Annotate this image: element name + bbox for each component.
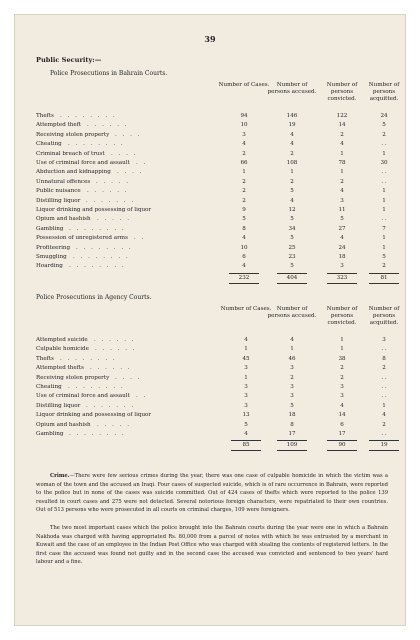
table-cell: 5 <box>290 235 294 242</box>
leader-dots: . . . . . . . . <box>73 254 130 260</box>
crime-paragraph <box>36 472 388 515</box>
table-cell: 4 <box>290 141 294 148</box>
total-rule-bottom <box>369 283 399 284</box>
table-cell: 2 <box>340 178 344 185</box>
table-cell: 1 <box>382 244 386 251</box>
leader-dots: . . . . . . . . <box>60 355 117 362</box>
table-cell: . . <box>381 169 387 176</box>
row-label: Gambling <box>36 431 64 437</box>
table-cell: 2 <box>340 374 344 381</box>
crime-lead: Crime. <box>50 473 70 479</box>
total-cell: 85 <box>242 442 250 449</box>
table-cell: 46 <box>288 355 296 362</box>
leader-dots: . . . . . . <box>87 188 129 195</box>
table-cell: . . <box>381 346 387 353</box>
table-cell: 34 <box>288 225 296 232</box>
table-cell: 3 <box>290 393 294 400</box>
total-cell: 404 <box>286 274 298 281</box>
table-row <box>36 168 390 177</box>
leader-dots: . . . . . . . . <box>76 244 133 251</box>
total-rule-top <box>277 440 307 441</box>
table-cell: 3 <box>340 384 344 390</box>
table-cell: 17 <box>288 431 296 437</box>
document-page <box>14 14 406 626</box>
table-cell: . . <box>381 141 387 148</box>
leader-dots: . . . . . . . . <box>60 113 117 119</box>
leader-dots: . . . . . . . . <box>69 263 126 270</box>
row-label: Unnatural offences <box>36 178 91 185</box>
table-row <box>36 159 390 168</box>
row-label: Gambling <box>36 225 64 232</box>
table-cell: 4 <box>340 235 344 242</box>
agency-table-title: Police Prosecutions in Agency Courts. <box>36 294 152 301</box>
table-cell: 94 <box>240 113 248 119</box>
table-cell: . . <box>381 374 387 381</box>
table-cell: 17 <box>338 431 346 437</box>
row-label: Liquor drinking and possessing of liquor <box>36 207 152 213</box>
table-cell: 3 <box>242 131 246 138</box>
table-cell: 2 <box>382 131 386 138</box>
table-row <box>36 411 390 420</box>
table-cell: 2 <box>340 131 344 138</box>
table-cell: 2 <box>242 178 246 185</box>
column-header: Number of persons convicted. <box>326 306 358 326</box>
leader-dots: . . . . . . . . <box>69 431 126 437</box>
table-cell: 2 <box>382 263 386 270</box>
row-label: Use of criminal force and assault <box>36 393 130 400</box>
table-row <box>36 345 390 354</box>
table-cell: 5 <box>290 402 294 409</box>
row-label: Distilling liquor <box>36 402 81 409</box>
leader-dots: . . . . . <box>97 216 132 223</box>
important-cases-paragraph <box>36 524 388 567</box>
row-label: Abduction and kidnapping <box>36 169 111 176</box>
column-header: Number of Cases. <box>218 82 270 88</box>
table-cell: 23 <box>288 254 296 260</box>
table-cell: . . <box>381 431 387 437</box>
table-cell: 1 <box>340 346 344 353</box>
leader-dots: . . . . . . . <box>86 402 136 409</box>
total-cell: 90 <box>338 442 346 449</box>
table-row <box>36 225 390 234</box>
table-row <box>36 383 390 392</box>
row-label: Receiving stolen property <box>36 374 110 381</box>
leader-dots: . . . . <box>115 374 142 381</box>
table-cell: 8 <box>242 225 246 232</box>
table-cell: 2 <box>242 150 246 157</box>
table-cell: 1 <box>290 169 294 176</box>
table-row <box>36 131 390 140</box>
table-cell: 10 <box>240 244 248 251</box>
table-row <box>36 112 390 121</box>
table-row <box>36 206 390 215</box>
total-cell: 81 <box>380 274 388 281</box>
table-cell: 19 <box>288 122 296 129</box>
table-cell: 6 <box>340 421 344 428</box>
column-header: Number of persons accused. <box>267 306 317 319</box>
row-label: Cheating <box>36 141 62 148</box>
table-cell: . . <box>381 384 387 390</box>
table-row <box>36 364 390 373</box>
table-cell: 25 <box>288 244 296 251</box>
row-label: Criminal breach of trust <box>36 150 105 157</box>
table-cell: 12 <box>288 207 296 213</box>
table-cell: 1 <box>242 169 246 176</box>
table-row <box>36 140 390 149</box>
table-cell: 1 <box>382 197 386 204</box>
row-label: Thefts <box>36 355 54 362</box>
table-row <box>36 336 390 345</box>
total-rule-top <box>327 440 357 441</box>
table-cell: 7 <box>382 225 386 232</box>
section-title: Public Security:— <box>36 56 102 64</box>
table-cell: 2 <box>242 188 246 195</box>
table-cell: 4 <box>242 141 246 148</box>
table-cell: 5 <box>382 122 386 129</box>
table-row <box>36 392 390 401</box>
leader-dots: . . . . <box>115 131 142 138</box>
column-header: Number of Cases. <box>220 306 272 312</box>
table-cell: 3 <box>382 337 386 343</box>
row-label: Attempted theft <box>36 122 82 129</box>
table-cell: 3 <box>340 197 344 204</box>
table-row <box>36 197 390 206</box>
row-label: Culpable homicide <box>36 346 89 353</box>
table-row <box>36 187 390 196</box>
agency-prosecutions-table <box>36 306 400 466</box>
column-header: Number of persons acquitted. <box>368 82 400 102</box>
table-cell: 5 <box>340 216 344 223</box>
leader-dots: . . . . . . <box>95 346 137 353</box>
row-label: Cheating <box>36 384 62 390</box>
leader-dots: . . . . . . . . <box>68 141 125 148</box>
table-row <box>36 421 390 430</box>
table-cell: 24 <box>338 244 346 251</box>
row-label: Receiving stolen property <box>36 131 110 138</box>
important-cases-text: The two most important cases which the police brought into the Bahrain courts during the year were one in which a Bahrain Nakhoda was charged with having appropriated Rs. 80,000 from a parcel of notes with which he was entrusted by a merchant in Kuwait and the case of an employee in the Indian Post Office who was charged with stealing the contents of registered letters. In the first case the accused was found not guilty and in the second case the accused was convicted and sentenced to two years' hard labour and a fine. <box>36 525 388 566</box>
table-cell: 78 <box>338 160 346 166</box>
row-label: Attempted suicide <box>36 337 88 343</box>
table-cell: 5 <box>242 216 246 223</box>
table-row <box>36 262 390 271</box>
table-cell: 108 <box>286 160 298 166</box>
table-cell: 1 <box>340 169 344 176</box>
total-rule-bottom <box>327 450 357 451</box>
table-cell: 9 <box>242 207 246 213</box>
row-label: Attempted thefts <box>36 365 84 372</box>
total-rule-bottom <box>229 283 259 284</box>
table-cell: 24 <box>380 113 388 119</box>
leader-dots: . . . . . . <box>90 365 132 372</box>
table-cell: 4 <box>242 235 246 242</box>
row-label: Possession of unregistered arms <box>36 235 128 242</box>
table-cell: 1 <box>340 337 344 343</box>
table-cell: 30 <box>380 160 388 166</box>
crime-text: —There were few serious crimes during the year, there was one case of culpable homicide in which the victim was a woman of the town and the accused an Iraqi. Four cases of suspected suicide, which is of rare occurrence in Bahrain, were reported to the police but in none of the cases was suicide committed. Out of 424 cases of thefts which were reported to the police 139 resulted in court cases and 275 were not detected. Several notorious foreign characters, were repatriated to their own countries. Out of 513 persons who were prosecuted in all courts on criminal charges, 109 were foreigners. <box>36 473 388 514</box>
row-label: Opium and hashish <box>36 216 91 223</box>
table-cell: 1 <box>290 346 294 353</box>
total-rule-top <box>277 273 307 274</box>
row-label: Thefts <box>36 113 54 119</box>
row-label: Opium and hashish <box>36 421 91 428</box>
column-header: Number of persons acquitted. <box>368 306 400 326</box>
leader-dots: . . . . . . . <box>86 197 136 204</box>
row-label: Distilling liquor <box>36 197 81 204</box>
table-cell: 1 <box>340 150 344 157</box>
table-row <box>36 430 390 439</box>
table-cell: 1 <box>382 188 386 195</box>
table-cell: 3 <box>290 384 294 390</box>
table-cell: 2 <box>382 421 386 428</box>
table-cell: 3 <box>244 402 248 409</box>
total-rule-bottom <box>277 450 307 451</box>
table-row <box>36 374 390 383</box>
table-cell: 3 <box>340 393 344 400</box>
table-cell: 4 <box>290 337 294 343</box>
table-cell: 2 <box>290 178 294 185</box>
table-cell: 18 <box>288 412 296 419</box>
table-cell: 4 <box>244 337 248 343</box>
table-cell: 2 <box>382 365 386 372</box>
leader-dots: . . . . <box>111 150 138 157</box>
leader-dots: . . <box>136 160 148 166</box>
total-rule-bottom <box>327 283 357 284</box>
table-cell: 4 <box>382 412 386 419</box>
row-label: Profiteering <box>36 244 71 251</box>
table-cell: 45 <box>242 355 250 362</box>
row-label: Smuggling <box>36 254 67 260</box>
table-row <box>36 402 390 411</box>
table-cell: . . <box>381 178 387 185</box>
leader-dots: . . <box>136 393 148 400</box>
table-cell: 18 <box>338 254 346 260</box>
table-row <box>36 253 390 262</box>
table-cell: 6 <box>242 254 246 260</box>
table-cell: 4 <box>290 131 294 138</box>
leader-dots: . . . . . <box>97 421 132 428</box>
table-row <box>36 215 390 224</box>
total-rule-top <box>327 273 357 274</box>
total-cell: 109 <box>286 442 298 449</box>
leader-dots: . . . . . <box>96 178 131 185</box>
table-cell: 14 <box>338 122 346 129</box>
table-cell: 4 <box>340 402 344 409</box>
total-rule-top <box>231 440 261 441</box>
table-cell: 27 <box>338 225 346 232</box>
table-row <box>36 121 390 130</box>
table-cell: 1 <box>382 150 386 157</box>
table-cell: 4 <box>290 197 294 204</box>
table-cell: 146 <box>286 113 298 119</box>
table-cell: 13 <box>242 412 250 419</box>
table-cell: 122 <box>336 113 348 119</box>
table-cell: 1 <box>382 235 386 242</box>
table-cell: 8 <box>290 421 294 428</box>
table-cell: 4 <box>244 431 248 437</box>
table-cell: 5 <box>382 254 386 260</box>
total-rule-top <box>369 440 399 441</box>
table-row <box>36 178 390 187</box>
table-cell: 66 <box>240 160 248 166</box>
table-cell: 2 <box>340 365 344 372</box>
row-label: Hoarding <box>36 263 63 270</box>
table-row <box>36 150 390 159</box>
row-label: Use of criminal force and assault <box>36 160 130 166</box>
column-header: Number of persons convicted. <box>326 82 358 102</box>
table-cell: 1 <box>382 402 386 409</box>
total-cell: 323 <box>336 274 348 281</box>
table-cell: 1 <box>244 374 248 381</box>
bahrain-prosecutions-table <box>36 82 400 292</box>
table-cell: 3 <box>244 384 248 390</box>
bahrain-table-title: Police Prosecutions in Bahrain Courts. <box>50 70 168 77</box>
leader-dots: . . . . . . <box>94 337 136 343</box>
table-cell: 38 <box>338 355 346 362</box>
table-cell: 3 <box>340 263 344 270</box>
total-rule-bottom <box>231 450 261 451</box>
table-cell: 2 <box>290 150 294 157</box>
table-cell: 2 <box>290 374 294 381</box>
table-cell: . . <box>381 393 387 400</box>
table-cell: 5 <box>290 216 294 223</box>
table-cell: 2 <box>242 197 246 204</box>
total-rule-bottom <box>369 450 399 451</box>
page-number: 39 <box>204 34 216 44</box>
table-cell: 5 <box>244 421 248 428</box>
leader-dots: . . . . <box>117 169 144 176</box>
table-cell: 10 <box>240 122 248 129</box>
table-cell: 11 <box>338 207 346 213</box>
table-cell: 3 <box>290 365 294 372</box>
total-rule-top <box>369 273 399 274</box>
table-row <box>36 355 390 364</box>
table-cell: 4 <box>242 263 246 270</box>
table-cell: 5 <box>290 188 294 195</box>
table-row <box>36 244 390 253</box>
row-label: Public nuisance <box>36 188 81 195</box>
total-rule-bottom <box>277 283 307 284</box>
leader-dots: . . . . . . . . <box>69 225 126 232</box>
leader-dots: . . <box>134 235 146 242</box>
leader-dots: . . . . . . . . <box>68 384 125 390</box>
table-cell: 3 <box>244 393 248 400</box>
leader-dots: . . . . . . <box>87 122 129 129</box>
table-cell: 1 <box>244 346 248 353</box>
row-label: Liquor drinking and possessing of liquor <box>36 412 152 419</box>
table-cell: . . <box>381 216 387 223</box>
column-header: Number of persons accused. <box>267 82 317 95</box>
table-cell: 3 <box>244 365 248 372</box>
table-cell: 14 <box>338 412 346 419</box>
table-cell: 4 <box>340 188 344 195</box>
table-cell: 4 <box>340 141 344 148</box>
total-cell: 232 <box>238 274 250 281</box>
table-cell: 5 <box>290 263 294 270</box>
total-cell: 19 <box>380 442 388 449</box>
table-cell: 1 <box>382 207 386 213</box>
table-cell: 8 <box>382 355 386 362</box>
total-rule-top <box>229 273 259 274</box>
table-row <box>36 234 390 243</box>
